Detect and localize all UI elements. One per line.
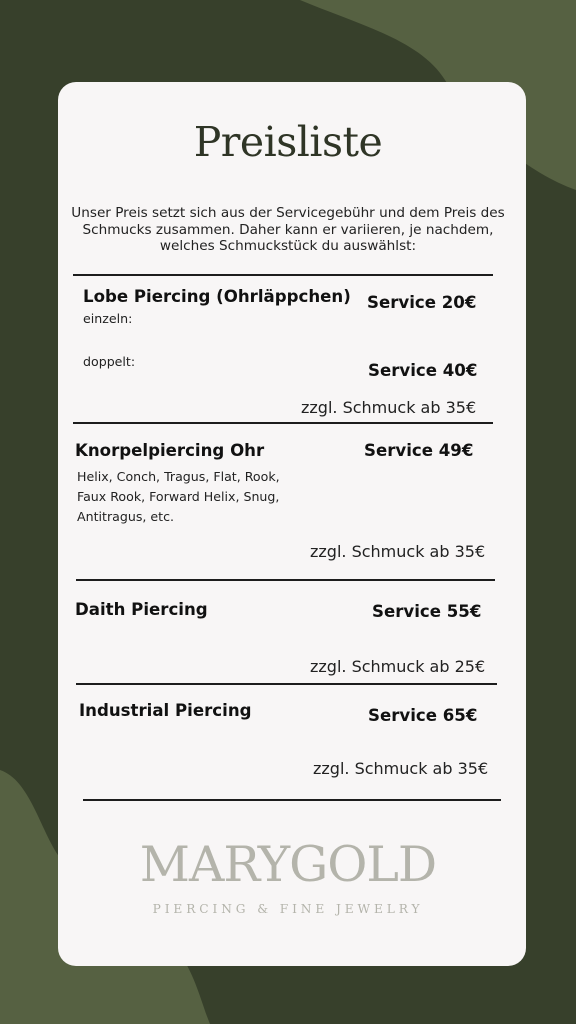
divider bbox=[76, 683, 497, 685]
lobe-double-price: Service 40€ bbox=[368, 361, 478, 380]
daith-price: Service 55€ bbox=[372, 602, 482, 621]
lobe-double-label: doppelt: bbox=[83, 354, 136, 369]
item-name-lobe: Lobe Piercing (Ohrläppchen) bbox=[83, 287, 351, 306]
lobe-single-price: Service 20€ bbox=[367, 293, 477, 312]
divider bbox=[83, 799, 501, 801]
item-name-cartilage: Knorpelpiercing Ohr bbox=[75, 441, 265, 460]
lobe-single-label: einzeln: bbox=[83, 311, 133, 326]
intro-text: Unser Preis setzt sich aus der Servicegebühr und dem Preis des Schmucks zusammen. Daher kann er variieren, je nachdem, welches Schmuckstück du auswählst: bbox=[71, 205, 505, 255]
divider bbox=[76, 579, 495, 581]
daith-jewelry-price: zzgl. Schmuck ab 25€ bbox=[310, 657, 486, 676]
divider bbox=[73, 274, 493, 276]
item-name-industrial: Industrial Piercing bbox=[79, 701, 252, 720]
cartilage-types: Helix, Conch, Tragus, Flat, Rook, Faux Rook, Forward Helix, Snug, Antitragus, etc. bbox=[77, 469, 280, 524]
divider bbox=[73, 422, 493, 424]
page-title: Preisliste bbox=[193, 118, 383, 166]
industrial-price: Service 65€ bbox=[368, 706, 478, 725]
industrial-jewelry-price: zzgl. Schmuck ab 35€ bbox=[313, 759, 489, 778]
item-name-daith: Daith Piercing bbox=[75, 600, 208, 619]
lobe-jewelry-price: zzgl. Schmuck ab 35€ bbox=[301, 398, 477, 417]
brand-tagline: PIERCING & FINE JEWELRY bbox=[152, 902, 424, 916]
cartilage-price: Service 49€ bbox=[364, 441, 474, 460]
cartilage-jewelry-price: zzgl. Schmuck ab 35€ bbox=[310, 542, 486, 561]
brand-logo: MARYGOLD bbox=[139, 836, 437, 893]
